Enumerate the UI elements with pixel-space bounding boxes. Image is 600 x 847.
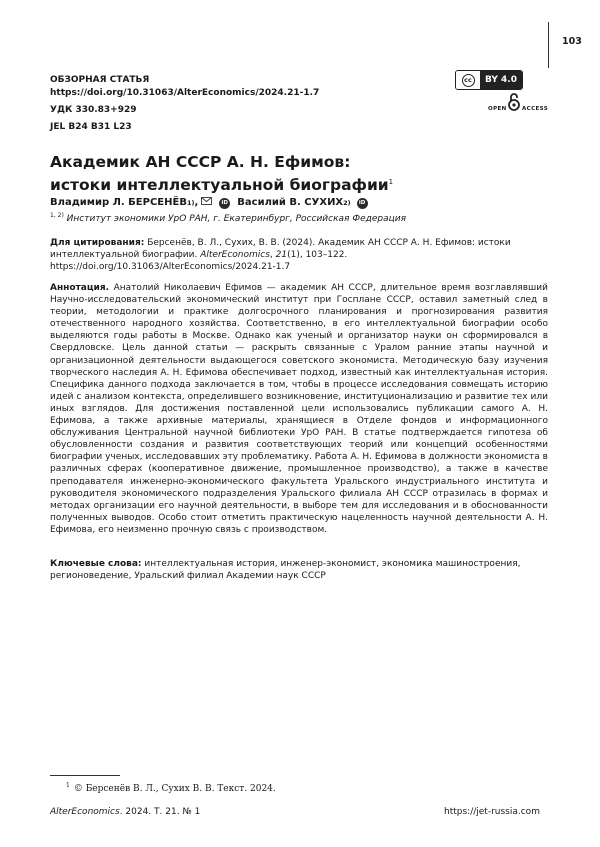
orcid-icon-author-2[interactable]: iD [357,198,368,209]
abstract-text: Анатолий Николаевич Ефимов — академик АН СССР, длительное время возглавлявший Научно-исследовательский экономический институт при Госплане СССР, оставил заметный след в теории, методологии и практике долгосрочного планирования и прогнозирования развития отечественного народного хозяйства. Соответственно, в его интеллектуальной биографии особо выделяются годы работы в Москве. Однако как ученый и организатор науки он сформировался в Свердловске. Цель данной статьи — раскрыть связанные с Уралом ранние этапы научной и организационной деятельности выдающегося советского экономиста. Методическую базу изучения творческого наследия А. Н. Ефимова обеспечивает подход, известный как интеллектуальная история. Специфика данного подхода заключается в том, чтобы в процессе исследования совмещать историю идей с анализом контекста, определившего возникновение, институционализацию и развитие тех или иных взглядов. Для достижения поставленной цели использовались публикации самого А. Н. Ефимова, а также архивные материалы, хранящиеся в Отделе фондов и информационного обслуживания Центральной научной библиотеки УрО РАН. В статье подтверждается гипотеза об обусловленности создания и развития соответствующих теорий или концепций особенностями биографии ученых, исследовавших эту проблематику. Работа А. Н. Ефимова в должности экономиста в различных сферах (кооперативное движение, промышленное производство), а также в качестве преподавателя инженерно-экономического факультета Уральского индустриального института и руководителя экономического подразделения Уральского филиала АН СССР отразилась в формах и методах организации его научной деятельности, в выборе тем для исследования и в обоснованности полученных выводов. Особо стоит отметить практическую нацеленность научной деятельности А. Н. Ефимова, его неизменно прочную связь с производством. [50,283,548,535]
header-rule [548,22,549,68]
email-icon[interactable] [201,196,212,210]
affiliation-text: Институт экономики УрО РАН, г. Екатеринбург, Российская Федерация [66,214,406,224]
open-access-left: OPEN [488,106,507,112]
footnote-rule [50,775,120,776]
article-type: ОБЗОРНАЯ СТАТЬЯ [50,75,150,85]
citation-journal: AlterEconomics [200,250,270,260]
footnote-text: © Берсенёв В. Л., Сухих В. В. Текст. 2024. [73,784,276,794]
article-title [50,152,530,195]
footer-site-link[interactable]: https://jet-russia.com [444,807,540,817]
citation-text-3: (1), 103–122. [287,250,348,260]
title-line-2: истоки интеллектуальной биографии [50,176,389,195]
open-access-right: ACCESS [522,106,549,112]
orcid-icon-author-1[interactable]: iD [219,198,230,209]
author-2-sup: 2) [343,199,351,207]
footer-issue: . 2024. Т. 21. № 1 [119,807,201,817]
cc-license-badge[interactable] [455,70,523,90]
citation-text-2: , [269,250,276,260]
keywords-text: интеллектуальная история, инженер-экономист, экономика машиностроения, регионоведение, Уральский филиал Академии наук СССР [50,559,521,581]
footnote-mark: 1 [66,782,70,789]
citation-text-1: Берсенёв, В. Л., Сухих, В. В. (2024). Академик АН СССР А. Н. Ефимов: истоки интеллектуальной биографии. [50,238,511,260]
license-label: BY 4.0 [480,71,522,89]
author-1-sup: 1) [186,199,195,207]
cc-symbol: cc [462,74,475,87]
keywords-block [50,558,548,582]
open-access-lock-icon [508,92,520,112]
footnote [66,782,276,794]
title-line-1: Академик АН СССР А. Н. Ефимов: [50,153,351,171]
author-1-name: Владимир Л. БЕРСЕНЁВ [50,197,187,208]
cc-icon [456,71,480,89]
page-number: 103 [562,36,582,47]
affiliation [50,212,406,224]
footer-journal-info [50,807,200,817]
citation-volume: 21 [275,250,288,260]
abstract-block [50,282,548,536]
citation-block [50,237,548,273]
abstract-label: Аннотация. [50,283,110,293]
doi-link[interactable]: https://doi.org/10.31063/AlterEconomics/2024.21-1.7 [50,88,320,98]
keywords-label: Ключевые слова: [50,559,142,569]
affiliation-sup: 1, 2) [50,212,64,219]
citation-doi[interactable]: https://doi.org/10.31063/AlterEconomics/2024.21-1.7 [50,262,291,272]
footer-journal-name: AlterEconomics [50,807,120,817]
udk-code: УДК 330.83+929 [50,105,137,115]
title-footnote-mark: 1 [388,178,394,186]
authors-line: Владимир Л. БЕРСЕНЁВ 1) , iD Василий В. СУХИХ 2) iD [50,196,372,210]
citation-label: Для цитирования: [50,238,145,248]
author-2-name: Василий В. СУХИХ [237,197,344,208]
open-access-logo [488,92,568,122]
jel-codes: JEL B24 B31 L23 [50,122,132,132]
